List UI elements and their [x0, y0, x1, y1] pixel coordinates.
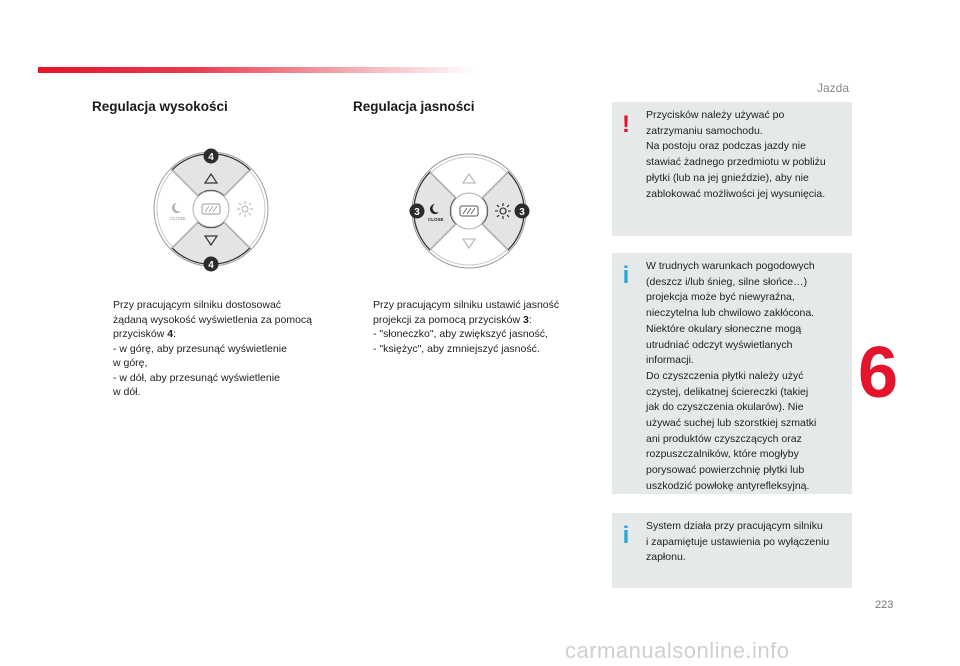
text-line: używać suchej lub szorstkiej szmatki: [646, 417, 817, 430]
watermark: carmanualsonline.info: [565, 638, 790, 663]
svg-text:CLOSE: CLOSE: [428, 217, 444, 222]
text-line: System działa przy pracującym silniku: [646, 520, 823, 532]
text-line: żądaną wysokość wyświetlenia za pomocą: [113, 313, 313, 326]
svg-text:3: 3: [414, 207, 420, 218]
text-line: W trudnych warunkach pogodowych: [646, 260, 815, 272]
text-line: informacji.: [646, 354, 694, 367]
section-title: Jazda: [817, 81, 850, 95]
text-line: - w dół, aby przesunąć wyświetlenie: [113, 371, 280, 384]
text-line: Przy pracującym silniku dostosować: [113, 299, 282, 311]
info-text: [646, 259, 816, 495]
brightness-adjust-heading: Regulacja jasności: [353, 99, 475, 114]
text-line: Na postoju oraz podczas jazdy nie: [646, 140, 806, 153]
text-line: Niektóre okulary słoneczne mogą: [646, 322, 802, 335]
text-line: w górę,: [113, 357, 148, 369]
text-line: nieczytelna lub chwilowo zakłócona.: [646, 307, 815, 320]
info-text: [646, 519, 829, 566]
svg-text:CLOSE: CLOSE: [170, 216, 186, 221]
chapter-number: 6: [858, 333, 899, 413]
text-line: - "księżyc", aby zmniejszyć jasność.: [373, 342, 540, 355]
text-line: Przy pracującym silniku ustawić jasność: [373, 299, 560, 311]
text-line: stawiać żadnego przedmiotu w pobliżu: [646, 156, 826, 169]
info-box-memory: [612, 513, 852, 588]
height-adjust-instructions: [113, 298, 312, 400]
text-line: projekcji za pomocą przycisków 3:: [373, 313, 532, 326]
text-line: Przycisków należy używać po: [646, 109, 785, 121]
text-line: - w górę, aby przesunąć wyświetlenie: [113, 342, 287, 355]
text-line: zablokować możliwości jej wysunięcia.: [646, 187, 826, 200]
text-line: - "słoneczko", aby zwiększyć jasność,: [373, 328, 548, 340]
button-reference: 4: [167, 328, 174, 340]
text-line: i zapamiętuje ustawienia po wyłączeniu: [646, 535, 830, 548]
svg-text:3: 3: [519, 207, 525, 218]
text-line: utrudniać odczyt wyświetlanych: [646, 338, 793, 351]
svg-text:4: 4: [208, 260, 214, 271]
warning-icon: !: [622, 111, 630, 138]
text-line: zatrzymaniu samochodu.: [646, 124, 763, 137]
text-line: płytki (lub na jej gnieździe), aby nie: [646, 171, 809, 184]
text-line: rozpuszczalników, które mogłyby: [646, 448, 799, 461]
text-line: porysować powierzchnię płytki lub: [646, 464, 805, 477]
text-line: w dół.: [113, 386, 141, 398]
text-line: uszkodzić powłokę antyrefleksyjną.: [646, 479, 810, 492]
info-box-weather-cleaning: [612, 253, 852, 494]
text-line: ani produktów czyszczących oraz: [646, 432, 802, 445]
page-number: 223: [875, 599, 894, 611]
warning-text: [646, 108, 826, 202]
text-line: (deszcz i/lub śnieg, silne słońce…): [646, 275, 808, 288]
text-line: czystej, delikatnej ściereczki (takiej: [646, 385, 809, 398]
button-reference: 3: [522, 313, 529, 326]
info-icon: i: [622, 522, 630, 549]
info-icon: i: [622, 262, 630, 289]
height-adjust-heading: Regulacja wysokości: [92, 99, 228, 114]
text-line: przycisków 4:: [113, 328, 177, 340]
header-accent-bar: [38, 67, 478, 73]
height-adjust-dial-diagram: [148, 143, 274, 273]
text-line: projekcja może być niewyraźna,: [646, 291, 795, 304]
brightness-adjust-instructions: [373, 298, 559, 356]
svg-text:4: 4: [208, 152, 214, 163]
text-line: jak do czyszczenia okularów). Nie: [646, 401, 804, 414]
text-line: zapłonu.: [646, 551, 686, 564]
text-line: Do czyszczenia płytki należy użyć: [646, 369, 804, 382]
warning-box: [612, 102, 852, 236]
brightness-adjust-dial-diagram: [402, 150, 536, 274]
